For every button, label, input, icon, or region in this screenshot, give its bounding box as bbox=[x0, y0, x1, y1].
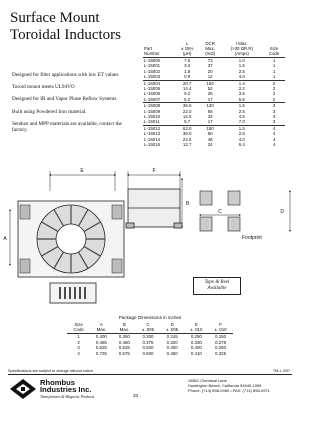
rhombus-logo-icon bbox=[8, 378, 38, 400]
label-e: E bbox=[80, 168, 84, 174]
label-f: F bbox=[152, 168, 156, 174]
address-line-1: 15801 Chemical Lane bbox=[188, 378, 227, 383]
toroid-side-view bbox=[126, 189, 182, 228]
package-dimensions-title: Package Dimensions in inches bbox=[118, 315, 182, 320]
table-row: 2 0.485 0.450 0.375 0.320 0.330 0.275 bbox=[77, 339, 227, 345]
company-name-block bbox=[40, 379, 94, 399]
table-row: L-15015 12.7 24 6.4 4 bbox=[144, 142, 276, 148]
table-row: L-15006 9.2 28 3.5 2 bbox=[144, 91, 276, 97]
label-d: D bbox=[280, 209, 284, 215]
page-title bbox=[10, 10, 121, 44]
mechanical-drawing bbox=[0, 165, 300, 305]
table-row: L-15000 7.6 73 1.0 1 bbox=[144, 58, 276, 63]
toroid-top-view bbox=[18, 201, 124, 277]
feature-item: Built using Powdered Iron material. bbox=[12, 108, 87, 115]
table-row: L-15001 3.4 37 1.5 1 bbox=[144, 63, 276, 69]
package-dimensions bbox=[0, 315, 300, 356]
table-row: L-15002 1.8 20 2.5 1 bbox=[144, 68, 276, 74]
table-row: L-15007 5.2 17 5.5 2 bbox=[144, 96, 276, 102]
table-row: L-15012 62.0 180 1.5 4 bbox=[143, 125, 285, 131]
table-row: L-15004 20.7 150 1.4 2 bbox=[143, 80, 285, 86]
feature-item: Sendust and MPP materials are available, contact the factory. bbox=[12, 120, 122, 134]
title-line-1: Surface Mount bbox=[10, 10, 100, 26]
title-line-2: Toroidal Inductors bbox=[10, 27, 122, 43]
label-c: C bbox=[218, 209, 222, 215]
table-row: L-15003 0.9 12 4.0 1 bbox=[144, 74, 276, 80]
table-row: L-15011 5.7 17 7.0 3 bbox=[144, 119, 276, 125]
table-row: 3 0.625 0.525 0.500 0.400 0.400 0.290 bbox=[77, 345, 227, 351]
label-a: A bbox=[3, 236, 7, 242]
dimensions-header-row: Size Code A Max. B Max. C ± .005 D ± .005 E ± .010 F ± .010 bbox=[67, 322, 232, 334]
table-row: L-15005 14.4 52 2.2 2 bbox=[144, 86, 276, 92]
company-address bbox=[188, 378, 270, 393]
tape-reel-badge bbox=[193, 277, 241, 295]
feature-item: Designed for filter applications with low ET values bbox=[12, 72, 119, 78]
spec-change-note: Specifications are subject to change without notice bbox=[8, 369, 94, 373]
table-row: L-15013 36.0 90 2.5 4 bbox=[144, 131, 276, 137]
table-row: L-15014 22.5 48 4.0 4 bbox=[144, 136, 276, 142]
table-row: L-15009 22.0 65 2.5 3 bbox=[144, 108, 276, 114]
spec-header-imax: I Max. (>30 ΩR.R) (Amps) bbox=[230, 41, 254, 56]
label-footprint: Footprint bbox=[242, 235, 262, 241]
footer-divider bbox=[8, 374, 292, 375]
table-row: 4 0.725 0.575 0.600 0.450 0.410 0.325 bbox=[77, 350, 227, 356]
tape-reel-line-1: Tape & Reel bbox=[204, 280, 230, 285]
address-line-3: Phone: (714) 898-0960 • FAX: (714) 896-0971 bbox=[188, 388, 270, 393]
table-row: 1 0.400 0.350 0.300 0.245 0.250 0.150 bbox=[77, 334, 227, 339]
dimensions-table bbox=[67, 322, 232, 356]
company-name-line-1: Rhombus bbox=[40, 378, 76, 387]
spec-header-inductance: L ± 15% (μH) bbox=[180, 41, 194, 56]
spec-header-part: Part Number bbox=[144, 46, 160, 56]
table-row: L-15010 12.5 33 4.5 3 bbox=[144, 114, 276, 120]
spec-table bbox=[143, 41, 285, 148]
feature-list bbox=[12, 72, 137, 139]
label-b: B bbox=[186, 201, 190, 207]
company-tagline: Transformers & Magnetic Products bbox=[40, 394, 95, 399]
table-row: L-15008 36.6 130 1.5 3 bbox=[143, 103, 285, 109]
spec-header-row bbox=[143, 41, 285, 58]
company-name-line-2: Industries Inc. bbox=[40, 385, 92, 395]
feature-item: Toroid mount meets UL94VO bbox=[12, 84, 75, 91]
spec-header-dcr: DCR Max. (mΩ) bbox=[205, 41, 216, 56]
address-line-2: Huntington Beach, California 92649-1595 bbox=[188, 383, 262, 388]
spec-header-size: Size Code bbox=[268, 46, 280, 56]
tape-reel-line-2: Available bbox=[207, 286, 227, 291]
toroid-bottom-view bbox=[50, 283, 96, 303]
page-number: 33 bbox=[133, 393, 139, 398]
revision-code: TM-L 3/97 bbox=[272, 369, 290, 373]
feature-item: Designed for IR and Vapor Phase Reflow Systems bbox=[12, 96, 117, 103]
